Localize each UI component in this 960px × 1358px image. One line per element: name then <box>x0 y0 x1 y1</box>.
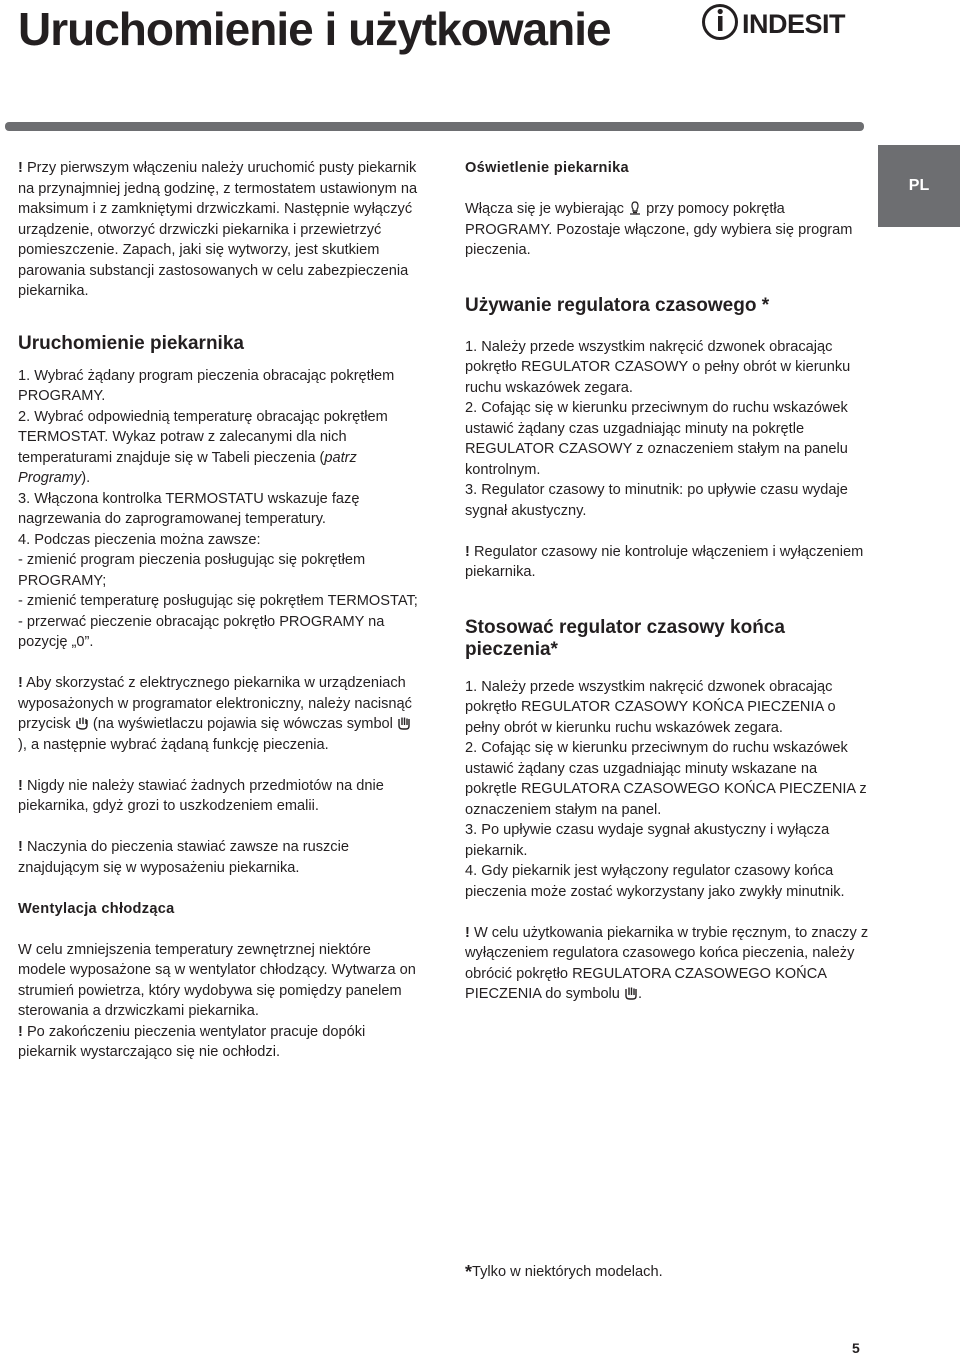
end-step-3: 3. Po upływie czasu wydaje sygnał akustyczny i wyłącza piekarnik. <box>465 822 830 859</box>
warning-mark: ! <box>18 160 23 176</box>
timer-step-3: 3. Regulator czasowy to minutnik: po upływie czasu wydaje sygnał akustyczny. <box>465 482 848 519</box>
right-column <box>465 158 870 1005</box>
page-number: 5 <box>852 1340 860 1356</box>
step-3: 3. Włączona kontrolka TERMOSTATU wskazuje fazę nagrzewania do zaprogramowanej temperatury. <box>18 490 360 527</box>
vent-text: W celu zmniejszenia temperatury zewnętrznej niektóre modele wyposażone są w wentylator chłodzący. Wytwarza on strumień powietrza, który wydobywa się pomiędzy panelem sterowania a drzwiczkami piekarnika. <box>18 941 416 1019</box>
end-note: ! W celu użytkowania piekarnika w trybie ręcznym, to znaczy z wyłączeniem regulatora czasowego końca pieczenia, należy obrócić pokrętło REGULATORA CZASOWEGO KOŃCA PIECZENIA do symbolu . <box>465 924 869 1002</box>
step-2: 2. Wybrać odpowiednią temperaturę obracając pokrętłem TERMOSTAT. Wykaz potraw z zalecanymi dla nich temperaturami znajduje się w Tabeli pieczenia (patrz Programy). <box>18 408 388 486</box>
timer-step-2: 2. Cofając się w kierunku przeciwnym do ruchu wskazówek ustawić żądany czas uzgadniając minuty na pokrętle REGULATOR CZASOWY z oznaczeniem stałym na panelu kontrolnym. <box>465 400 848 478</box>
step-4-option-2: - zmienić temperaturę posługując się pokrętłem TERMOSTAT; <box>18 593 418 609</box>
section-heading-light: Oświetlenie piekarnika <box>465 160 629 176</box>
indesit-logo-icon <box>702 2 866 42</box>
timer-note: ! Regulator czasowy nie kontroluje włączeniem i wyłączeniem piekarnika. <box>465 543 864 580</box>
section-heading-start: Uruchomienie piekarnika <box>18 332 244 354</box>
brand-name: INDESIT <box>742 9 846 39</box>
header-divider <box>5 122 864 131</box>
manual-hand-icon <box>624 986 638 1000</box>
language-tab: PL <box>878 145 960 227</box>
page-title: Uruchomienie i użytkowanie <box>18 3 611 55</box>
footnote-text: Tylko w niektórych modelach. <box>472 1264 663 1280</box>
left-column <box>18 158 418 1063</box>
end-step-1: 1. Należy przede wszystkim nakręcić dzwonek obracając pokrętło REGULATOR CZASOWY KOŃCA PIECZENIA o pełny obrót w kierunku ruchu wskazówek zegara. <box>465 678 836 736</box>
intro-note <box>18 158 418 302</box>
end-step-4: 4. Gdy piekarnik jest wyłączony regulator czasowy końca pieczenia może zostać wykorzystany jako zwykły minutnik. <box>465 863 845 900</box>
step-4: 4. Podczas pieczenia można zawsze: <box>18 531 261 548</box>
section-heading-vent: Wentylacja chłodząca <box>18 900 175 917</box>
note-electronic: ! Aby skorzystać z elektrycznego piekarnika w urządzeniach wyposażonych w programator elektroniczny, należy nacisnąć przycisk (na wyświetlaczu pojawia się wówczas symbol ), a następnie wybrać żądaną funkcję pieczenia. <box>18 675 412 753</box>
footnote-star: * <box>465 1262 473 1282</box>
light-text: Włącza się je wybierając przy pomocy pokrętła PROGRAMY. Pozostaje włączone, gdy wybiera się program pieczenia. <box>465 201 853 258</box>
intro-text: Przy pierwszym włączeniu należy uruchomić pusty piekarnik na przynajmniej jedną godzinę, z termostatem ustawionym na maksimum i z zamkniętymi drzwiczkami. Następnie wyłączyć urządzenie, otworzyć drzwiczki piekarnika i przewietrzyć pomieszczenie. Zapach, jaki się wytworzy, jest skutkiem parowania substancji zastosowanych w celu zabezpieczenia piekarnika. <box>18 160 418 299</box>
note-enamel: ! Nigdy nie należy stawiać żadnych przedmiotów na dnie piekarnika, gdyż grozi to uszkodzeniem emalii. <box>18 777 384 814</box>
vent-note: ! Po zakończeniu pieczenia wentylator pracuje dopóki piekarnik wystarczająco się nie ochłodzi. <box>18 1023 366 1060</box>
hand-button-icon <box>75 716 89 730</box>
step-1: 1. Wybrać żądany program pieczenia obracając pokrętłem PROGRAMY. <box>18 367 395 404</box>
timer-step-1: 1. Należy przede wszystkim nakręcić dzwonek obracając pokrętło REGULATOR CZASOWY o pełny obrót w kierunku ruchu wskazówek zegara. <box>465 338 851 396</box>
step-4-option-1: - zmienić program pieczenia posługując się pokrętłem PROGRAMY; <box>18 552 366 589</box>
step-2-reference: patrz Programy <box>18 449 357 486</box>
section-heading-timer: Używanie regulatora czasowego * <box>465 294 770 316</box>
end-step-2: 2. Cofając się w kierunku przeciwnym do ruchu wskazówek ustawić żądany czas uzgadniając minuty wskazane na pokrętle REGULATORA CZASOWEGO KOŃCA PIECZENIA z oznaczeniem stałym na panel. <box>465 740 867 818</box>
manual-hand-icon <box>397 716 411 730</box>
section-heading-end-timer: Stosować regulator czasowy końca pieczenia* <box>465 616 785 660</box>
footnote <box>465 1262 663 1283</box>
lamp-icon <box>628 201 642 215</box>
step-4-option-3: - przerwać pieczenie obracając pokrętło PROGRAMY na pozycję „0”. <box>18 613 385 650</box>
note-rack: ! Naczynia do pieczenia stawiać zawsze na ruszcie znajdującym się w wyposażeniu piekarnika. <box>18 839 349 876</box>
